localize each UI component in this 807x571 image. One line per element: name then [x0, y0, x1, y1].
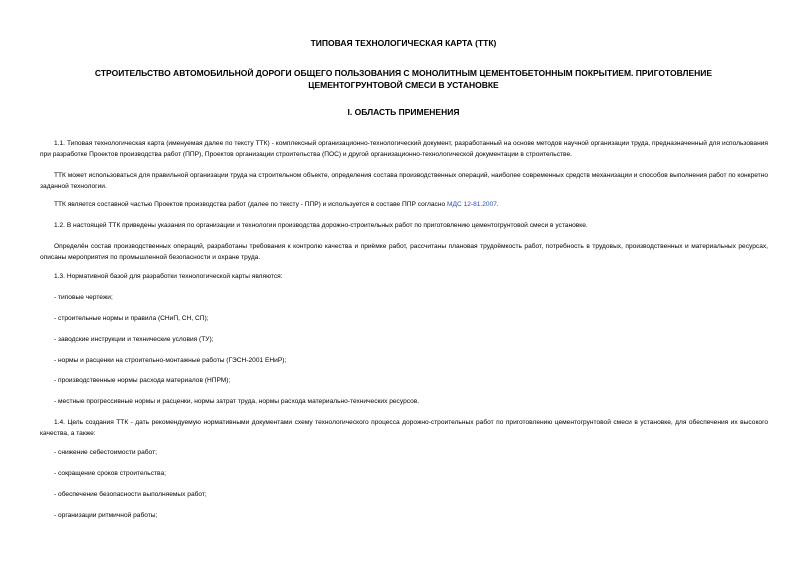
list-item: - строительные нормы и правила (СНиП, СН, СП); [54, 315, 209, 322]
paragraph-ttk-usage: ТТК может использоваться для правильной организации труда на строительном объекте, определения состава производственных операций, наиболее современных средств механизации и способов выполнения работ по конкретно заданной технологии. [40, 172, 768, 190]
paragraph-ttk-part-text: ТТК является составной частью Проектов производства работ (далее по тексту - ППР) и используется в составе ППР согласно [54, 201, 447, 208]
list-item: - нормы и расценки на строительно-монтажные работы (ГЭСН-2001 ЕНиР); [54, 357, 287, 364]
list-item: - обеспечение безопасности выполняемых работ; [54, 491, 207, 498]
list-item: - типовые чертежи; [54, 294, 113, 301]
list-item: - производственные нормы расхода материалов (НПРМ); [54, 377, 231, 384]
list-item: - местные прогрессивные нормы и расценки, нормы затрат труда, нормы расхода материально-технических ресурсов. [54, 398, 420, 405]
document-title: ТИПОВАЯ ТЕХНОЛОГИЧЕСКАЯ КАРТА (ТТК) [310, 38, 497, 48]
document-subtitle: СТРОИТЕЛЬСТВО АВТОМОБИЛЬНОЙ ДОРОГИ ОБЩЕГО ПОЛЬЗОВАНИЯ С МОНОЛИТНЫМ ЦЕМЕНТОБЕТОННЫМ ПОКРЫТИЕМ. ПРИГОТОВЛЕНИЕ ЦЕМЕНТОГРУНТОВОЙ СМЕСИ В УСТАНОВКЕ [94, 68, 713, 90]
paragraph-1-1: 1.1. Типовая технологическая карта (именуемая далее по тексту ТТК) - комплексный организационно-технологический документ, разработанный на основе методов научной организации труда, предназначенный для использования при разработке Проектов производства работ (ППР), Проектов организации строительства (ПОС) и другой организационно-технологической документации в строительстве. [40, 140, 768, 158]
paragraph-operations: Определён состав производственных операций, разработаны требования к контролю качества и приёмке работ, рассчитаны плановая трудоёмкость работ, потребность в трудовых, производственных и материальных ресурсах, описаны мероприятия по промышленной безопасности и охране труда. [40, 243, 768, 261]
section-title: I. ОБЛАСТЬ ПРИМЕНЕНИЯ [347, 107, 460, 117]
paragraph-1-3: 1.3. Нормативной базой для разработки технологической карты являются: [54, 273, 283, 280]
mds-link[interactable]: МДС 12-81.2007 [446, 201, 497, 208]
list-item: - снижение себестоимости работ; [54, 449, 157, 456]
paragraph-1-2: 1.2. В настоящей ТТК приведены указания по организации и технологии производства дорожно-строительных работ по приготовлению цементогрунтовой смеси в установке. [54, 222, 588, 229]
paragraph-ttk-part [40, 199, 768, 210]
paragraph-1-4: 1.4. Цель создания ТТК - дать рекомендуемую нормативными документами схему технологического процесса дорожно-строительных работ по приготовлению цементогрунтовой смеси в установке, для обеспечения их высокого качества, а также: [40, 419, 768, 437]
list-item: - заводские инструкции и технические условия (ТУ); [54, 336, 214, 343]
list-item: - организации ритмичной работы; [54, 512, 158, 519]
paragraph-ttk-part-end: . [496, 201, 499, 208]
list-item: - сокращение сроков строительства; [54, 470, 166, 477]
